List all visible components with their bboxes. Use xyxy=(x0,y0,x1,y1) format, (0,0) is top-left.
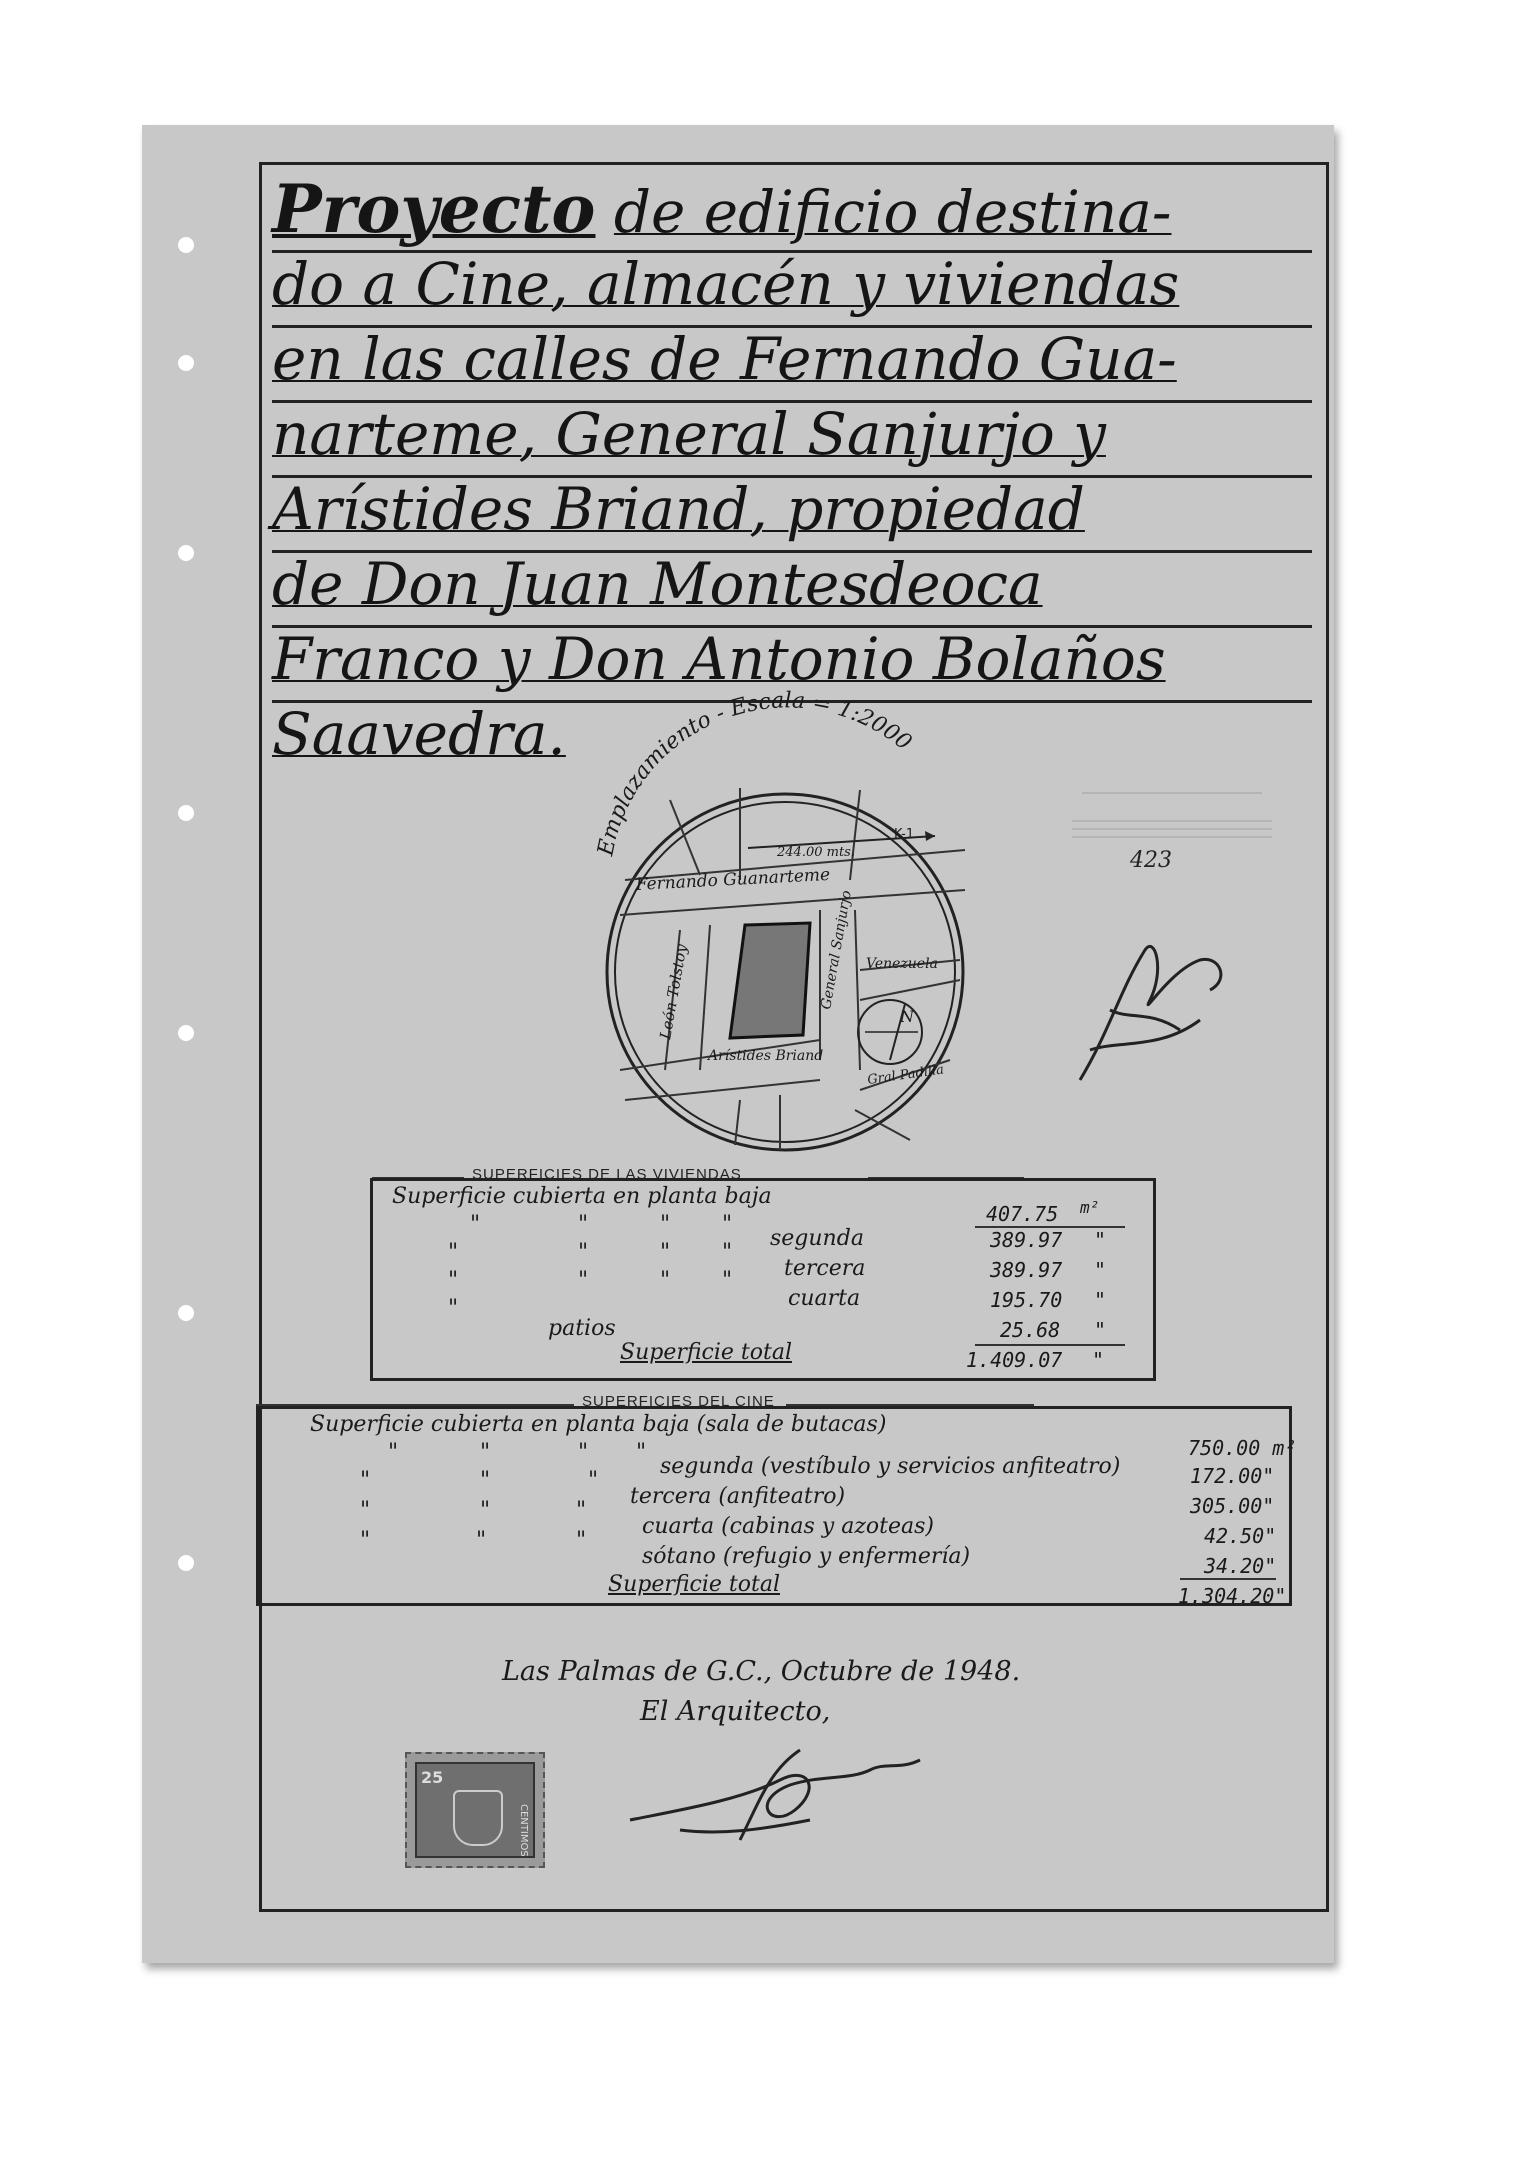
cine-total-label: Superficie total xyxy=(608,1572,780,1597)
binding-hole xyxy=(178,1305,194,1321)
cine-row-value: 172.00" xyxy=(1190,1464,1275,1488)
binding-hole xyxy=(178,237,194,253)
ditto-mark: " xyxy=(480,1468,491,1493)
cine-row-label: Superficie cubierta en planta baja (sala de butacas) xyxy=(310,1412,887,1437)
ditto-mark: " xyxy=(636,1440,647,1465)
street-label-fernando-guanarteme: Fernando Guanarteme xyxy=(635,864,831,895)
fiscal-stamp-value: 25 xyxy=(421,1768,444,1787)
fiscal-stamp xyxy=(405,1752,545,1868)
cine-row-label: cuarta (cabinas y azoteas) xyxy=(642,1514,935,1539)
viviendas-row-unit: " xyxy=(1094,1258,1107,1282)
viviendas-row-unit: m² xyxy=(1080,1198,1100,1217)
building-plot xyxy=(730,923,810,1038)
cine-row-value: 305.00" xyxy=(1190,1494,1275,1518)
ditto-mark: " xyxy=(448,1240,459,1265)
title-line xyxy=(272,550,1312,628)
viviendas-row-value: 407.75 xyxy=(986,1202,1059,1226)
architect-role: El Arquitecto, xyxy=(640,1696,831,1727)
viviendas-row-unit: " xyxy=(1094,1288,1107,1312)
map-caption: Emplazamiento - Escala = 1:2000 xyxy=(593,688,917,858)
fiscal-stamp-inner xyxy=(415,1762,535,1858)
viviendas-row-value: 25.68 xyxy=(1000,1318,1061,1342)
viviendas-total-unit: " xyxy=(1092,1348,1105,1372)
ditto-mark: " xyxy=(660,1268,671,1293)
ditto-mark: " xyxy=(448,1268,459,1293)
viviendas-row-label: cuarta xyxy=(788,1286,861,1311)
viviendas-row-unit: " xyxy=(1094,1318,1107,1342)
ditto-mark: " xyxy=(470,1212,481,1237)
map-svg xyxy=(570,688,990,1160)
binding-hole xyxy=(178,805,194,821)
project-title xyxy=(272,170,1312,775)
cine-row-label: tercera (anfiteatro) xyxy=(630,1484,846,1509)
signature-architect xyxy=(620,1740,930,1850)
ditto-mark: " xyxy=(576,1528,587,1553)
title-line-text: Saavedra. xyxy=(272,700,566,768)
viviendas-row-unit: " xyxy=(1094,1228,1107,1252)
ditto-mark: " xyxy=(360,1528,371,1553)
title-line-text: en las calles de Fernando Gua- xyxy=(272,325,1177,393)
cine-row-value: 750.00 m² xyxy=(1188,1436,1297,1460)
cine-row-label: segunda (vestíbulo y servicios anfiteatro) xyxy=(660,1454,1121,1479)
value-rule xyxy=(975,1344,1125,1346)
viviendas-row-value: 195.70 xyxy=(990,1288,1063,1312)
title-line-text: do a Cine, almacén y viviendas xyxy=(272,250,1180,318)
ditto-mark: " xyxy=(578,1212,589,1237)
viviendas-row-value: 389.97 xyxy=(990,1258,1063,1282)
ditto-mark: " xyxy=(388,1440,399,1465)
north-label: N xyxy=(900,1007,914,1026)
ditto-mark: " xyxy=(722,1212,733,1237)
viviendas-row-value: 389.97 xyxy=(990,1228,1063,1252)
ditto-mark: " xyxy=(660,1212,671,1237)
ditto-mark: " xyxy=(578,1440,589,1465)
ditto-mark: " xyxy=(578,1240,589,1265)
cine-header: SUPERFICIES DEL CINE xyxy=(582,1393,775,1410)
cine-row-value: 42.50" xyxy=(1204,1524,1277,1548)
street-label-venezuela: Venezuela xyxy=(866,956,938,972)
title-line-text: de Don Juan Montesdeoca xyxy=(272,550,1043,618)
ditto-mark: " xyxy=(448,1296,459,1321)
title-line xyxy=(272,325,1312,403)
ditto-mark: " xyxy=(722,1268,733,1293)
street-label-aristides-briand: Arístides Briand xyxy=(708,1048,824,1064)
ditto-mark: " xyxy=(578,1268,589,1293)
title-line xyxy=(272,400,1312,478)
viviendas-total-value: 1.409.07 xyxy=(966,1348,1063,1372)
ditto-mark: " xyxy=(660,1240,671,1265)
title-line xyxy=(272,170,1312,253)
ditto-mark: " xyxy=(480,1498,491,1523)
registry-stamp xyxy=(1062,786,1282,844)
binding-hole xyxy=(178,1555,194,1571)
viviendas-header: SUPERFICIES DE LAS VIVIENDAS xyxy=(472,1166,742,1183)
binding-hole xyxy=(178,355,194,371)
viviendas-row-label: segunda xyxy=(770,1226,864,1251)
title-first-word: Proyecto xyxy=(272,170,596,248)
ditto-mark: " xyxy=(576,1498,587,1523)
street-label-padilla: Gral Padilla xyxy=(866,1062,945,1088)
viviendas-total-label: Superficie total xyxy=(620,1340,792,1365)
coat-of-arms-icon xyxy=(453,1790,503,1846)
title-line-text: Franco y Don Antonio Bolaños xyxy=(272,625,1166,693)
ditto-mark: " xyxy=(480,1440,491,1465)
location-map xyxy=(570,688,990,1160)
distance-label: 244.00 mts. xyxy=(777,845,855,860)
binding-hole xyxy=(178,545,194,561)
viviendas-row-label: tercera xyxy=(784,1256,866,1281)
title-line xyxy=(272,250,1312,328)
fiscal-stamp-text: CENTIMOS xyxy=(518,1804,529,1857)
title-line xyxy=(272,475,1312,553)
cine-row-label: sótano (refugio y enfermería) xyxy=(642,1544,971,1569)
ditto-mark: " xyxy=(476,1528,487,1553)
value-rule xyxy=(1180,1578,1276,1580)
place-date: Las Palmas de G.C., Octubre de 1948. xyxy=(502,1656,1021,1687)
title-line-text: de edificio destina- xyxy=(613,178,1172,246)
cine-total-value: 1.304.20" xyxy=(1178,1584,1287,1608)
cine-row-value: 34.20" xyxy=(1204,1554,1277,1578)
title-line xyxy=(272,625,1312,703)
registry-number: 423 xyxy=(1130,848,1172,873)
ditto-mark: " xyxy=(722,1240,733,1265)
signature-engineer xyxy=(1050,910,1250,1100)
dimension-arrow-icon xyxy=(925,831,935,841)
binding-hole xyxy=(178,1025,194,1041)
ditto-mark: " xyxy=(360,1498,371,1523)
viviendas-row-label: patios xyxy=(548,1316,616,1341)
ditto-mark: " xyxy=(360,1468,371,1493)
viviendas-row-label: Superficie cubierta en planta baja xyxy=(392,1184,772,1209)
title-line-text: Arístides Briand, propiedad xyxy=(272,475,1085,543)
street-label-leon-tolstoy: León Tolstoy xyxy=(656,942,691,1041)
marker-label: K-1 xyxy=(894,827,915,842)
title-line-text: narteme, General Sanjurjo y xyxy=(272,400,1106,468)
ditto-mark: " xyxy=(588,1468,599,1493)
street-label-general-sanjurjo: General Sanjurjo xyxy=(818,889,855,1011)
